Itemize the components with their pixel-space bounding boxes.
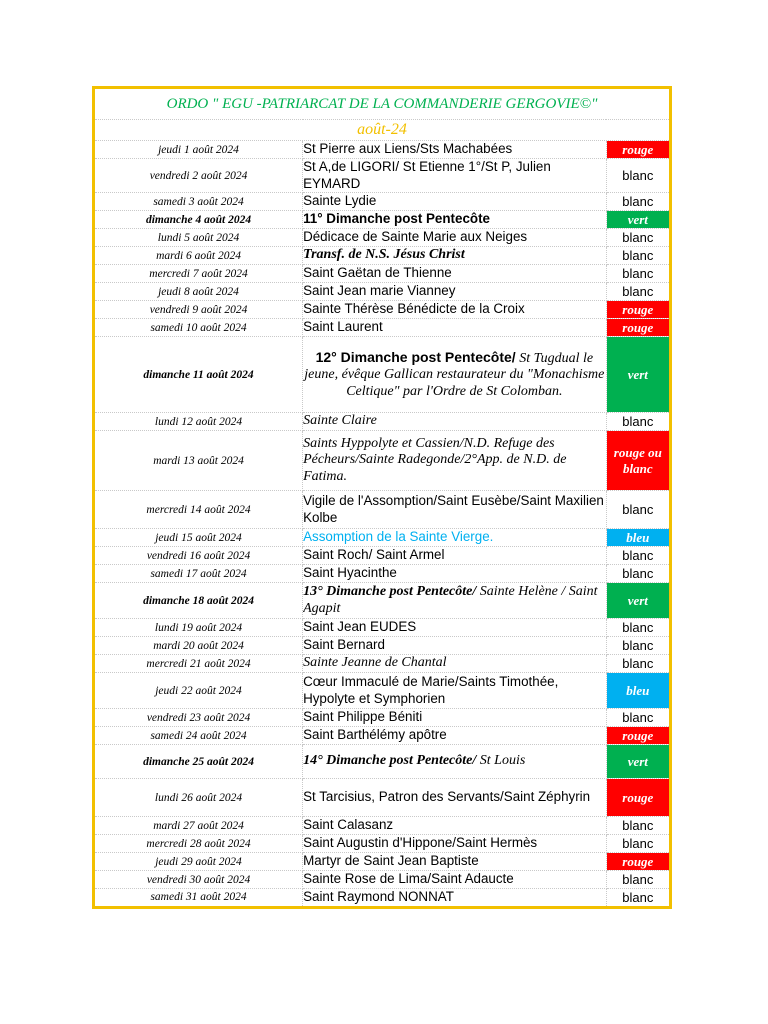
celebration-main: 12° Dimanche post Pentecôte/ (315, 348, 516, 365)
celebration-cell: Transf. de N.S. Jésus Christ (303, 247, 607, 265)
table-row (94, 491, 671, 529)
date-cell: samedi 10 août 2024 (94, 319, 303, 337)
table-row (94, 709, 671, 727)
date-cell: lundi 12 août 2024 (94, 413, 303, 431)
liturgical-color-cell: rouge ou blanc (606, 431, 670, 491)
table-row (94, 889, 671, 908)
celebration-extra: Sainte Helène / Saint Agapit (303, 584, 598, 616)
celebration-cell: Saint Laurent (303, 319, 607, 337)
liturgical-color-cell: blanc (606, 491, 670, 529)
table-row (94, 817, 671, 835)
table-row (94, 229, 671, 247)
celebration-cell (303, 745, 607, 779)
document-title: ORDO " EGU -PATRIARCAT DE LA COMMANDERIE GERGOVIE©" (94, 88, 671, 120)
date-cell: mercredi 7 août 2024 (94, 265, 303, 283)
celebration-extra: St Louis (479, 753, 526, 769)
date-cell: jeudi 22 août 2024 (94, 673, 303, 709)
date-cell: mercredi 21 août 2024 (94, 655, 303, 673)
liturgical-color-cell: blanc (606, 709, 670, 727)
liturgical-color-cell: blanc (606, 283, 670, 301)
liturgical-color-cell: blanc (606, 871, 670, 889)
date-cell: mercredi 28 août 2024 (94, 835, 303, 853)
table-row (94, 835, 671, 853)
date-cell: samedi 24 août 2024 (94, 727, 303, 745)
celebration-cell: Saint Bernard (303, 637, 607, 655)
date-cell: dimanche 4 août 2024 (94, 211, 303, 229)
date-cell: dimanche 11 août 2024 (94, 337, 303, 413)
celebration-cell: 11° Dimanche post Pentecôte (303, 211, 607, 229)
table-row (94, 727, 671, 745)
table-row (94, 301, 671, 319)
table-row (94, 247, 671, 265)
celebration-cell: Saint Raymond NONNAT (303, 889, 607, 908)
liturgical-color-cell: rouge (606, 141, 670, 159)
ordo-calendar-table (92, 86, 672, 909)
date-cell: mardi 13 août 2024 (94, 431, 303, 491)
date-cell: vendredi 30 août 2024 (94, 871, 303, 889)
month-label: août-24 (94, 120, 671, 141)
liturgical-color-cell: blanc (606, 193, 670, 211)
table-row (94, 583, 671, 619)
liturgical-color-cell: blanc (606, 619, 670, 637)
liturgical-color-cell: blanc (606, 265, 670, 283)
date-cell: jeudi 1 août 2024 (94, 141, 303, 159)
celebration-cell: St A,de LIGORI/ St Etienne 1°/St P, Julien EYMARD (303, 159, 607, 193)
celebration-cell: Saint Roch/ Saint Armel (303, 547, 607, 565)
date-cell: dimanche 25 août 2024 (94, 745, 303, 779)
table-row (94, 673, 671, 709)
celebration-cell: Sainte Jeanne de Chantal (303, 655, 607, 673)
celebration-cell: Sainte Lydie (303, 193, 607, 211)
date-cell: vendredi 2 août 2024 (94, 159, 303, 193)
liturgical-color-cell: vert (606, 745, 670, 779)
celebration-cell (303, 583, 607, 619)
table-row (94, 283, 671, 301)
celebration-cell: Saint Hyacinthe (303, 565, 607, 583)
month-row (94, 120, 671, 141)
table-row (94, 745, 671, 779)
date-cell: jeudi 29 août 2024 (94, 853, 303, 871)
table-row (94, 413, 671, 431)
liturgical-color-cell: blanc (606, 229, 670, 247)
celebration-cell (303, 337, 607, 413)
celebration-cell: Saint Gaëtan de Thienne (303, 265, 607, 283)
liturgical-color-cell: vert (606, 211, 670, 229)
celebration-cell: Saint Augustin d'Hippone/Saint Hermès (303, 835, 607, 853)
celebration-cell: Saint Jean EUDES (303, 619, 607, 637)
celebration-cell: Dédicace de Sainte Marie aux Neiges (303, 229, 607, 247)
liturgical-color-cell: blanc (606, 247, 670, 265)
date-cell: mercredi 14 août 2024 (94, 491, 303, 529)
liturgical-color-cell: bleu (606, 673, 670, 709)
celebration-cell: Sainte Thérèse Bénédicte de la Croix (303, 301, 607, 319)
date-cell: lundi 26 août 2024 (94, 779, 303, 817)
date-cell: mardi 20 août 2024 (94, 637, 303, 655)
liturgical-color-cell: bleu (606, 529, 670, 547)
table-row (94, 637, 671, 655)
celebration-cell: Vigile de l'Assomption/Saint Eusèbe/Saint Maxilien Kolbe (303, 491, 607, 529)
celebration-extra: St Tugdual le jeune, évêque Gallican restaurateur du "Monachisme Celtique" par l'Ordre de St Colomban. (304, 350, 605, 399)
date-cell: jeudi 15 août 2024 (94, 529, 303, 547)
title-row (94, 88, 671, 120)
table-row (94, 337, 671, 413)
table-row (94, 565, 671, 583)
table-row (94, 871, 671, 889)
liturgical-color-cell: blanc (606, 889, 670, 908)
date-cell: lundi 5 août 2024 (94, 229, 303, 247)
celebration-cell: Martyr de Saint Jean Baptiste (303, 853, 607, 871)
table-row (94, 529, 671, 547)
liturgical-color-cell: blanc (606, 637, 670, 655)
table-row (94, 655, 671, 673)
liturgical-color-cell: blanc (606, 817, 670, 835)
date-cell: lundi 19 août 2024 (94, 619, 303, 637)
table-row (94, 265, 671, 283)
celebration-cell: Saint Barthélémy apôtre (303, 727, 607, 745)
celebration-cell: Saint Jean marie Vianney (303, 283, 607, 301)
date-cell: samedi 3 août 2024 (94, 193, 303, 211)
liturgical-color-cell: blanc (606, 655, 670, 673)
liturgical-color-cell: rouge (606, 853, 670, 871)
celebration-main: 13° Dimanche post Pentecôte/ (303, 584, 477, 599)
date-cell: vendredi 23 août 2024 (94, 709, 303, 727)
date-cell: dimanche 18 août 2024 (94, 583, 303, 619)
celebration-cell: Assomption de la Sainte Vierge. (303, 529, 607, 547)
liturgical-color-cell: blanc (606, 413, 670, 431)
date-cell: samedi 31 août 2024 (94, 889, 303, 908)
liturgical-color-cell: vert (606, 583, 670, 619)
celebration-cell: Cœur Immaculé de Marie/Saints Timothée, Hypolyte et Symphorien (303, 673, 607, 709)
date-cell: mardi 27 août 2024 (94, 817, 303, 835)
table-row (94, 141, 671, 159)
date-cell: vendredi 9 août 2024 (94, 301, 303, 319)
celebration-main: 14° Dimanche post Pentecôte/ (303, 753, 477, 769)
date-cell: mardi 6 août 2024 (94, 247, 303, 265)
liturgical-color-cell: rouge (606, 319, 670, 337)
date-cell: samedi 17 août 2024 (94, 565, 303, 583)
table-row (94, 779, 671, 817)
liturgical-color-cell: rouge (606, 727, 670, 745)
table-row (94, 319, 671, 337)
celebration-cell: Sainte Claire (303, 413, 607, 431)
liturgical-color-cell: vert (606, 337, 670, 413)
liturgical-color-cell: blanc (606, 547, 670, 565)
date-cell: vendredi 16 août 2024 (94, 547, 303, 565)
liturgical-color-cell: rouge (606, 301, 670, 319)
liturgical-color-cell: blanc (606, 835, 670, 853)
table-row (94, 431, 671, 491)
table-row (94, 547, 671, 565)
table-row (94, 159, 671, 193)
table-row (94, 211, 671, 229)
liturgical-color-cell: blanc (606, 565, 670, 583)
celebration-cell: Saint Philippe Béniti (303, 709, 607, 727)
celebration-cell: St Tarcisius, Patron des Servants/Saint Zéphyrin (303, 779, 607, 817)
celebration-cell: Sainte Rose de Lima/Saint Adaucte (303, 871, 607, 889)
liturgical-color-cell: rouge (606, 779, 670, 817)
liturgical-color-cell: blanc (606, 159, 670, 193)
table-row (94, 193, 671, 211)
celebration-cell: St Pierre aux Liens/Sts Machabées (303, 141, 607, 159)
table-row (94, 853, 671, 871)
celebration-cell: Saints Hyppolyte et Cassien/N.D. Refuge des Pécheurs/Sainte Radegonde/2°App. de N.D. de Fatima. (303, 431, 607, 491)
date-cell: jeudi 8 août 2024 (94, 283, 303, 301)
table-row (94, 619, 671, 637)
celebration-cell: Saint Calasanz (303, 817, 607, 835)
